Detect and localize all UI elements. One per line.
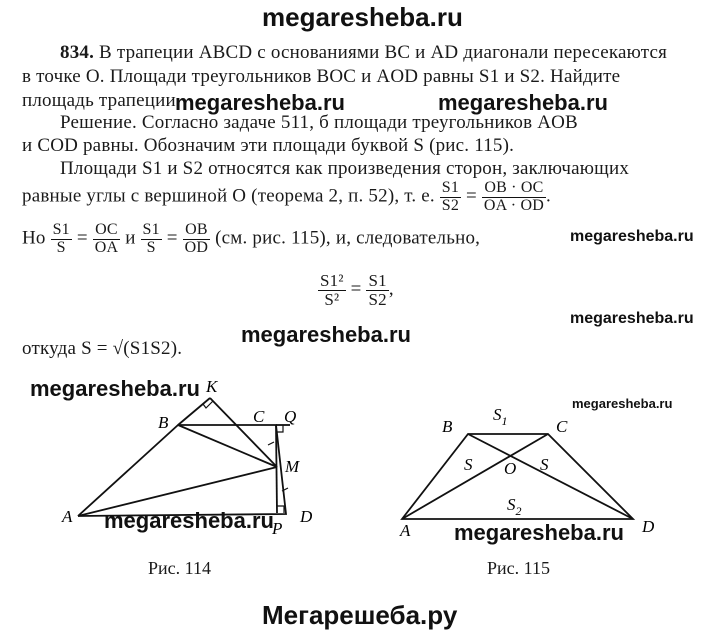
fig114-label-P: P	[272, 519, 283, 538]
problem-line-1-text: В трапеции ABCD с основаниями BC и AD диагонали пересекаются	[99, 42, 668, 63]
watermark-mid: megaresheba.ru	[241, 322, 411, 347]
fig115-label-A: A	[400, 521, 411, 540]
watermark-line3-a: megaresheba.ru	[175, 90, 345, 115]
watermark-fig114-top: megaresheba.ru	[30, 376, 200, 401]
fraction-denominator: OD	[184, 238, 209, 256]
formula-lhs	[318, 272, 346, 309]
watermark-fig115-bottom: megaresheba.ru	[454, 520, 624, 545]
fig114-label-A: A	[62, 507, 73, 526]
fraction-denominator: OA	[94, 238, 119, 256]
fig115-label-S2	[507, 495, 522, 518]
fig115-label-S1	[493, 405, 508, 428]
fig115-label-S-left: S	[464, 455, 473, 474]
solution-line-5-end: (см. рис. 115), и, следовательно,	[215, 227, 481, 249]
word-and: и	[125, 227, 136, 249]
fraction-s1-s2	[440, 180, 461, 215]
fraction-1	[51, 222, 72, 257]
fraction-2	[93, 222, 121, 257]
fraction-numerator: S1	[52, 221, 70, 238]
fraction-numerator: S1	[441, 179, 460, 196]
fraction-numerator: S1	[142, 221, 160, 238]
watermark-formula-right: megaresheba.ru	[570, 228, 694, 245]
word-no: Но	[22, 227, 46, 249]
solution-line-3: Площади S1 и S2 относятся как произведения сторон, заключающих	[60, 158, 630, 179]
solution-line-4-text: равные углы с вершиной O (теорема 2, п. 52), т. е.	[22, 185, 435, 207]
problem-number: 834.	[60, 42, 95, 63]
label-sub-1: 1	[501, 414, 508, 428]
fraction-denominator: S	[56, 238, 66, 256]
fig115-label-S-right: S	[540, 455, 549, 474]
watermark-footer: Мегарешеба.ру	[262, 600, 458, 630]
formula-rhs	[366, 272, 388, 309]
solution-line-4: равные углы с вершиной O (теорема 2, п. 52), т. е. $\frac{S1}{S2}$ = $\frac{OB \cdot OC}{OA \cdot OD}$ .	[22, 179, 551, 214]
fraction-denominator: S²	[324, 289, 340, 309]
fig115-label-D: D	[642, 517, 655, 536]
label-S: S	[507, 495, 516, 514]
caption-fig115: Рис. 115	[487, 558, 550, 578]
watermark-top: megaresheba.ru	[262, 2, 463, 32]
fig114-label-B: B	[158, 413, 169, 432]
solution-line-1: Решение. Согласно задаче 511, б площади треугольников AOB	[60, 112, 578, 133]
fraction-denominator: S2	[368, 289, 387, 309]
fraction-denominator: OA · OD	[483, 196, 544, 214]
watermark-fig115-top: megaresheba.ru	[572, 396, 673, 411]
watermark-mid-right: megaresheba.ru	[570, 310, 694, 327]
fig114-label-C: C	[253, 407, 265, 426]
fraction-numerator: OB · OC	[482, 180, 546, 198]
fraction-numerator: S1²	[320, 271, 344, 290]
main-formula: $\frac{\text{S1²}}{\text{S²}}$ = $\frac{S1}{S2}$ ,	[320, 271, 394, 309]
fraction-4	[183, 222, 211, 257]
fraction-3	[141, 222, 162, 257]
fig115-label-O: O	[504, 459, 517, 478]
watermark-line3-b: megaresheba.ru	[438, 90, 608, 115]
trapezoid-abcd-114	[78, 425, 286, 516]
caption-fig114: Рис. 114	[148, 558, 211, 578]
fraction-numerator: OC	[93, 222, 121, 240]
fig114-label-Q: Q	[284, 407, 297, 426]
fig114-label-M: M	[285, 457, 300, 476]
problem-line-3: площадь трапеции.	[22, 90, 181, 111]
figure-114	[0, 370, 360, 590]
label-sub-2: 2	[515, 504, 522, 518]
fig114-label-K: K	[206, 377, 218, 396]
conclusion: откуда S = √(S1S2).	[22, 338, 183, 359]
fraction-numerator: OB	[183, 222, 211, 240]
fig114-label-D: D	[300, 507, 313, 526]
fraction-numerator: S1	[368, 271, 387, 290]
watermark-fig114-bottom: megaresheba.ru	[104, 508, 274, 533]
solution-line-5: Но $\frac{S1}{S}$ = $\frac{OC}{OA}$ и $\frac{S1}{S}$ = $\frac{OB}{OD}$ (см. рис. 115), и, следовательно,	[22, 221, 481, 256]
fig115-label-B: B	[442, 417, 453, 436]
label-S: S	[493, 405, 502, 424]
fraction-products	[482, 180, 546, 215]
fig115-label-C: C	[556, 417, 568, 436]
fraction-denominator: S	[146, 238, 156, 256]
problem-line-2: в точке O. Площади треугольников BOC и AOD равны S1 и S2. Найдите	[22, 66, 621, 87]
fraction-denominator: S2	[441, 196, 460, 214]
solution-line-2: и COD равны. Обозначим эти площади буквой S (рис. 115).	[22, 135, 515, 156]
problem-line-1	[60, 42, 667, 64]
